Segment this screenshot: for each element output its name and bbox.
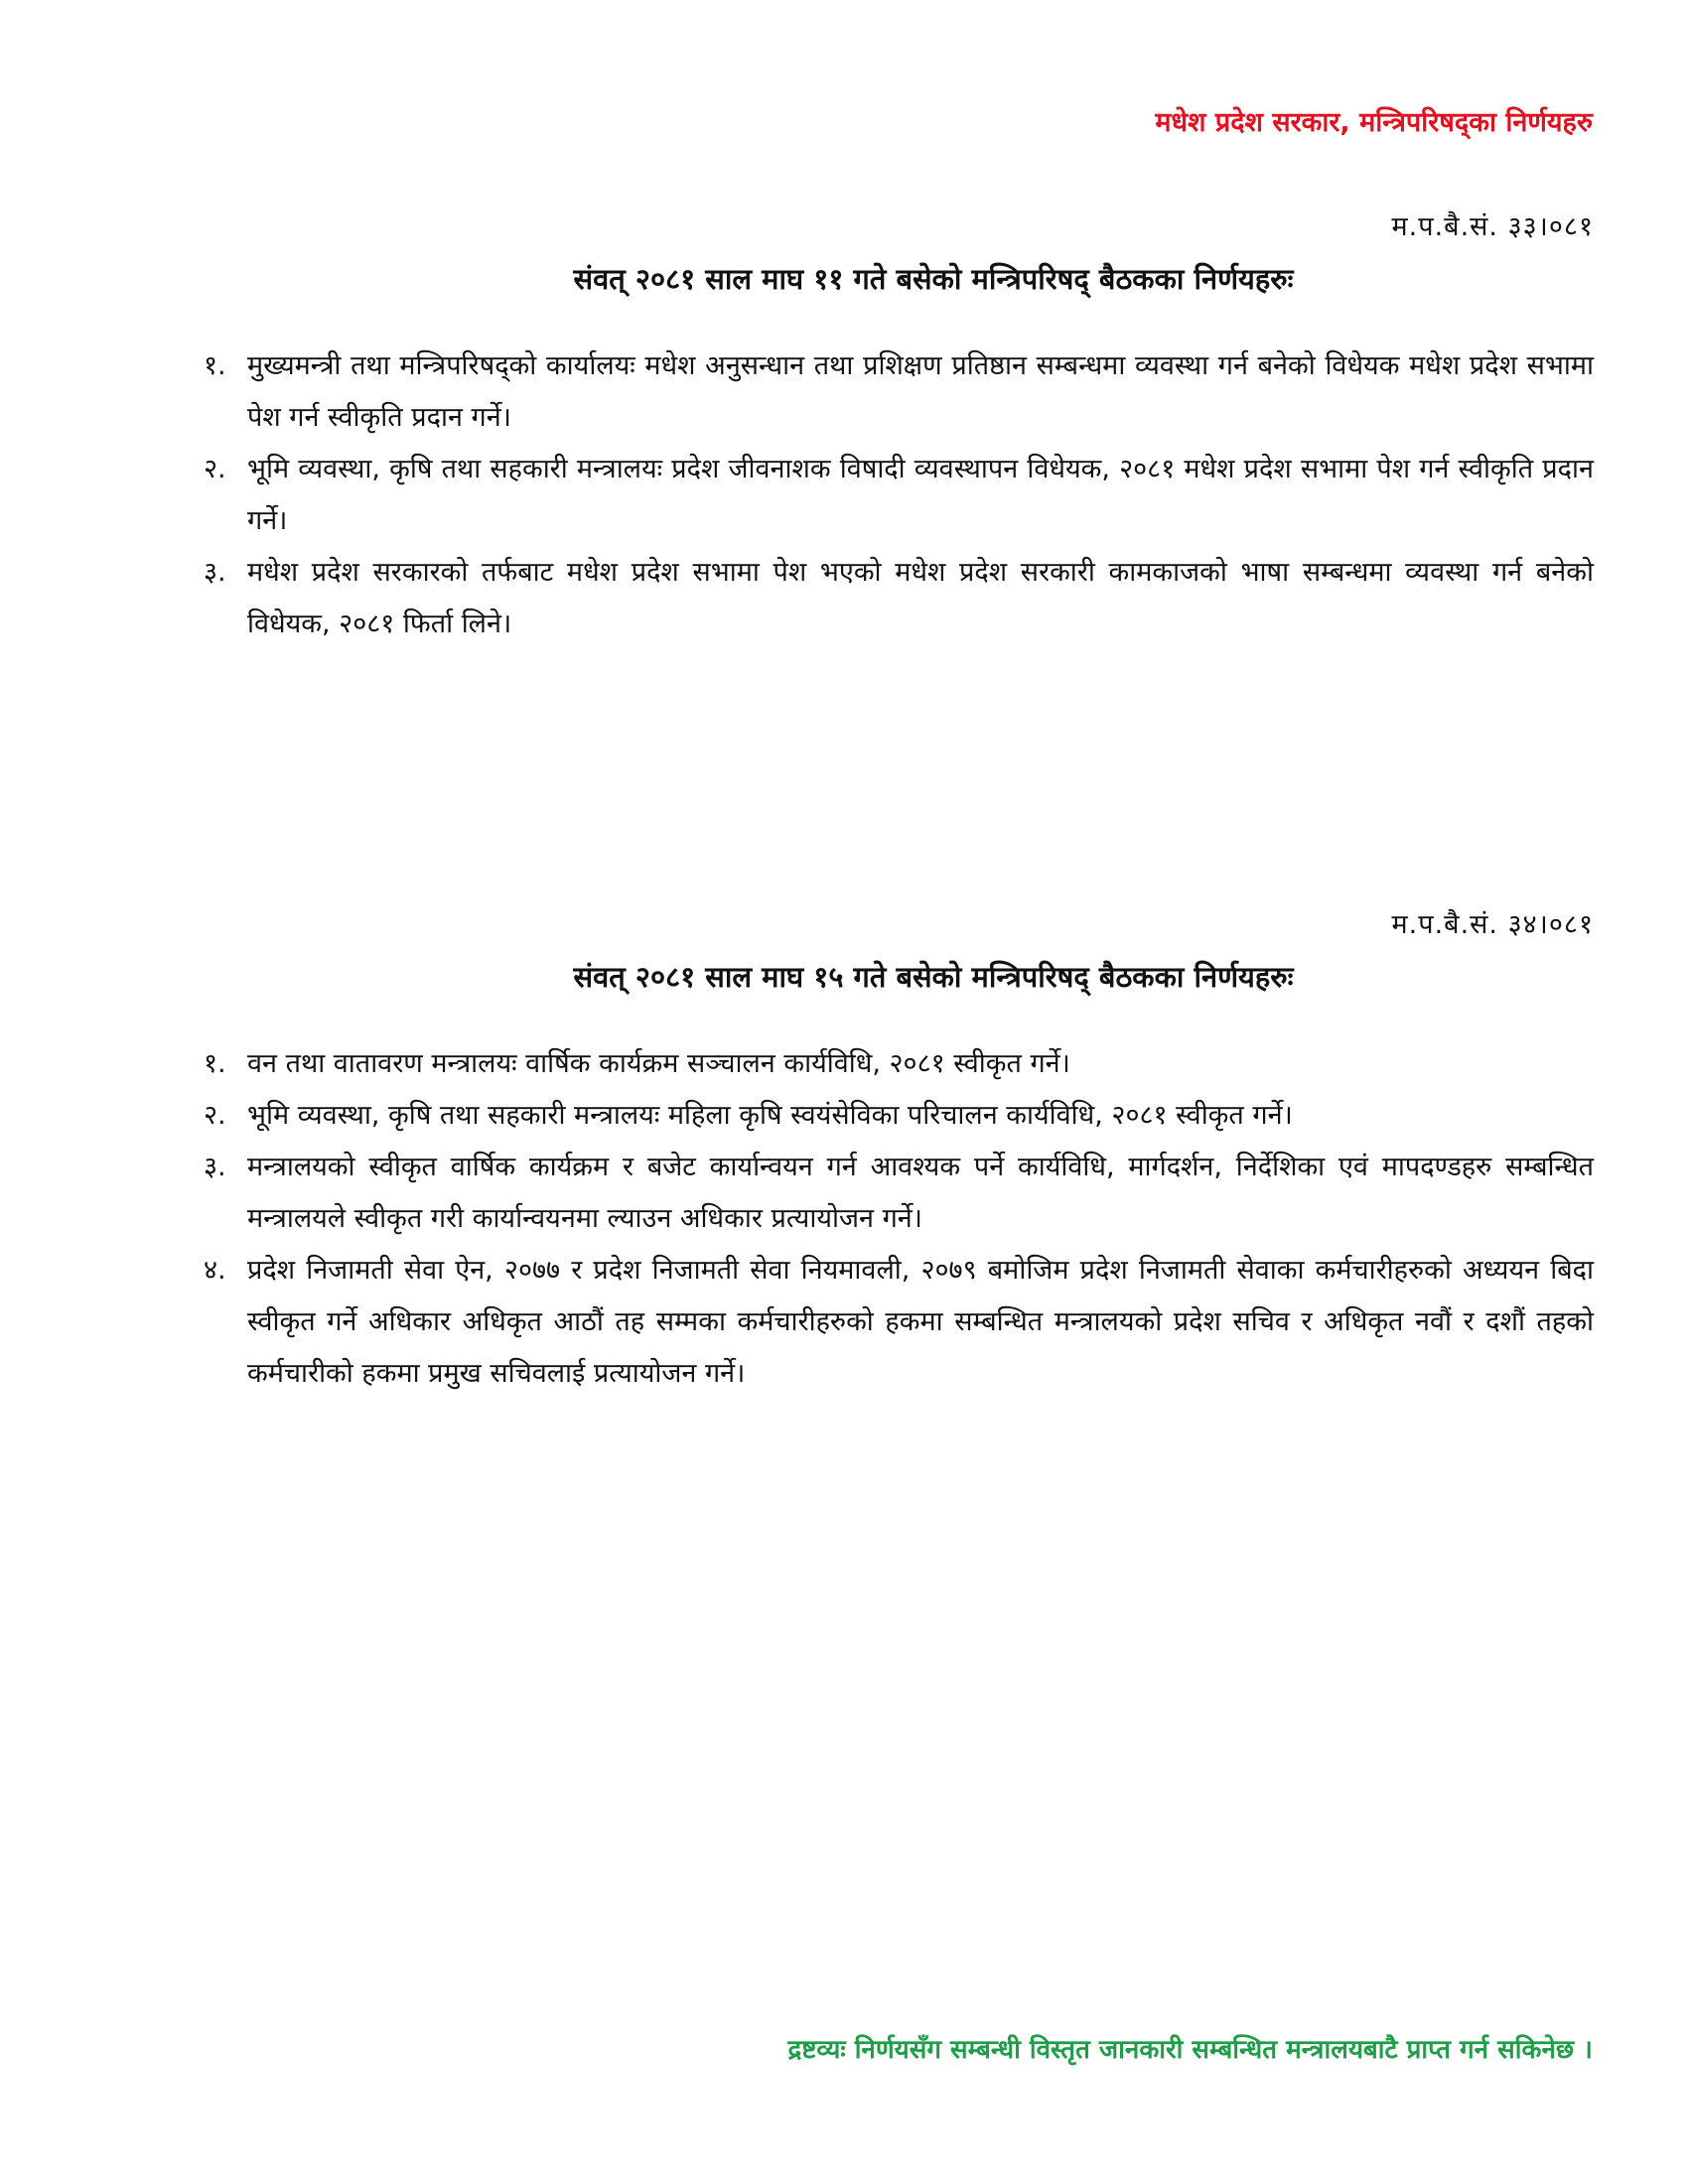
decision-text: भूमि व्यवस्था, कृषि तथा सहकारी मन्त्रालयः प्रदेश जीवनाशक विषादी व्यवस्थापन विधेयक, २०८१ मधेश प्रदेश सभामा पेश गर्न स्वीकृति प्रदान गर्ने।: [247, 454, 1594, 536]
decision-number: ३.: [204, 557, 226, 588]
decision-item: [204, 341, 1594, 444]
decision-text: भूमि व्यवस्था, कृषि तथा सहकारी मन्त्रालयः महिला कृषि स्वयंसेविका परिचालन कार्यविधि, २०८१ स्वीकृत गर्ने।: [247, 1100, 1293, 1131]
decision-item: [204, 1038, 1594, 1090]
decision-number: ३.: [204, 1152, 226, 1182]
document-header-title: मधेश प्रदेश सरकार, मन्त्रिपरिषद्का निर्णयहरु: [1155, 107, 1593, 138]
meeting-heading: संवत् २०८१ साल माघ १५ गते बसेको मन्त्रिपरिषद् बैठकका निर्णयहरुः: [573, 960, 1294, 994]
decision-list: [204, 1038, 1594, 1400]
decision-number: ४.: [204, 1255, 226, 1286]
decision-text: मधेश प्रदेश सरकारको तर्फबाट मधेश प्रदेश सभामा पेश भएको मधेश प्रदेश सरकारी कामकाजको भाषा सम्बन्धमा व्यवस्था गर्न बनेको विधेयक, २०८१ फिर्ता लिने।: [247, 557, 1594, 639]
decision-text: प्रदेश निजामती सेवा ऐन, २०७७ र प्रदेश निजामती सेवा नियमावली, २०७९ बमोजिम प्रदेश निजामती सेवाका कर्मचारीहरुको अध्ययन बिदा स्वीकृत गर्ने अधिकार अधिकृत आठौं तह सम्मका कर्मचारीहरुको हकमा सम्बन्धित मन्त्रालयको प्रदेश सचिव र अधिकृत नवौं र दशौं तहको कर्मचारीको हकमा प्रमुख सचिवलाई प्रत्यायोजन गर्ने।: [247, 1255, 1594, 1389]
meeting-heading: संवत् २०८१ साल माघ ११ गते बसेको मन्त्रिपरिषद् बैठकका निर्णयहरुः: [573, 262, 1294, 296]
decision-item: [204, 1245, 1594, 1400]
decision-number: १.: [204, 350, 226, 381]
decision-number: २.: [204, 1100, 226, 1131]
footer-note: द्रष्टव्यः निर्णयसँग सम्बन्धी विस्तृत जानकारी सम्बन्धित मन्त्रालयबाटै प्राप्त गर्न सकिनेछ ।: [787, 2035, 1593, 2065]
meeting-ref-number: म.प.बै.सं. ३४।०८१: [1391, 909, 1594, 940]
decision-number: १.: [204, 1048, 226, 1079]
decision-list: [204, 341, 1594, 650]
decision-number: २.: [204, 454, 226, 484]
decision-item: [204, 444, 1594, 547]
decision-item: [204, 547, 1594, 650]
meeting-section-2: [204, 901, 1594, 1400]
decision-text: मुख्यमन्त्री तथा मन्त्रिपरिषद्को कार्यालयः मधेश अनुसन्धान तथा प्रशिक्षण प्रतिष्ठान सम्बन्धमा व्यवस्था गर्न बनेको विधेयक मधेश प्रदेश सभामा पेश गर्न स्वीकृति प्रदान गर्ने।: [247, 350, 1594, 433]
meeting-ref-number: म.प.बै.सं. ३३।०८१: [1391, 211, 1594, 242]
decision-text: वन तथा वातावरण मन्त्रालयः वार्षिक कार्यक्रम सञ्चालन कार्यविधि, २०८१ स्वीकृत गर्ने।: [247, 1048, 1070, 1079]
decision-text: मन्त्रालयको स्वीकृत वार्षिक कार्यक्रम र बजेट कार्यान्वयन गर्न आवश्यक पर्ने कार्यविधि, मार्गदर्शन, निर्देशिका एवं मापदण्डहरु सम्बन्धित मन्त्रालयले स्वीकृत गरी कार्यान्वयनमा ल्याउन अधिकार प्रत्यायोजन गर्ने।: [247, 1152, 1594, 1234]
decision-item: [204, 1142, 1594, 1245]
decision-item: [204, 1090, 1594, 1142]
meeting-section-1: [204, 204, 1594, 650]
